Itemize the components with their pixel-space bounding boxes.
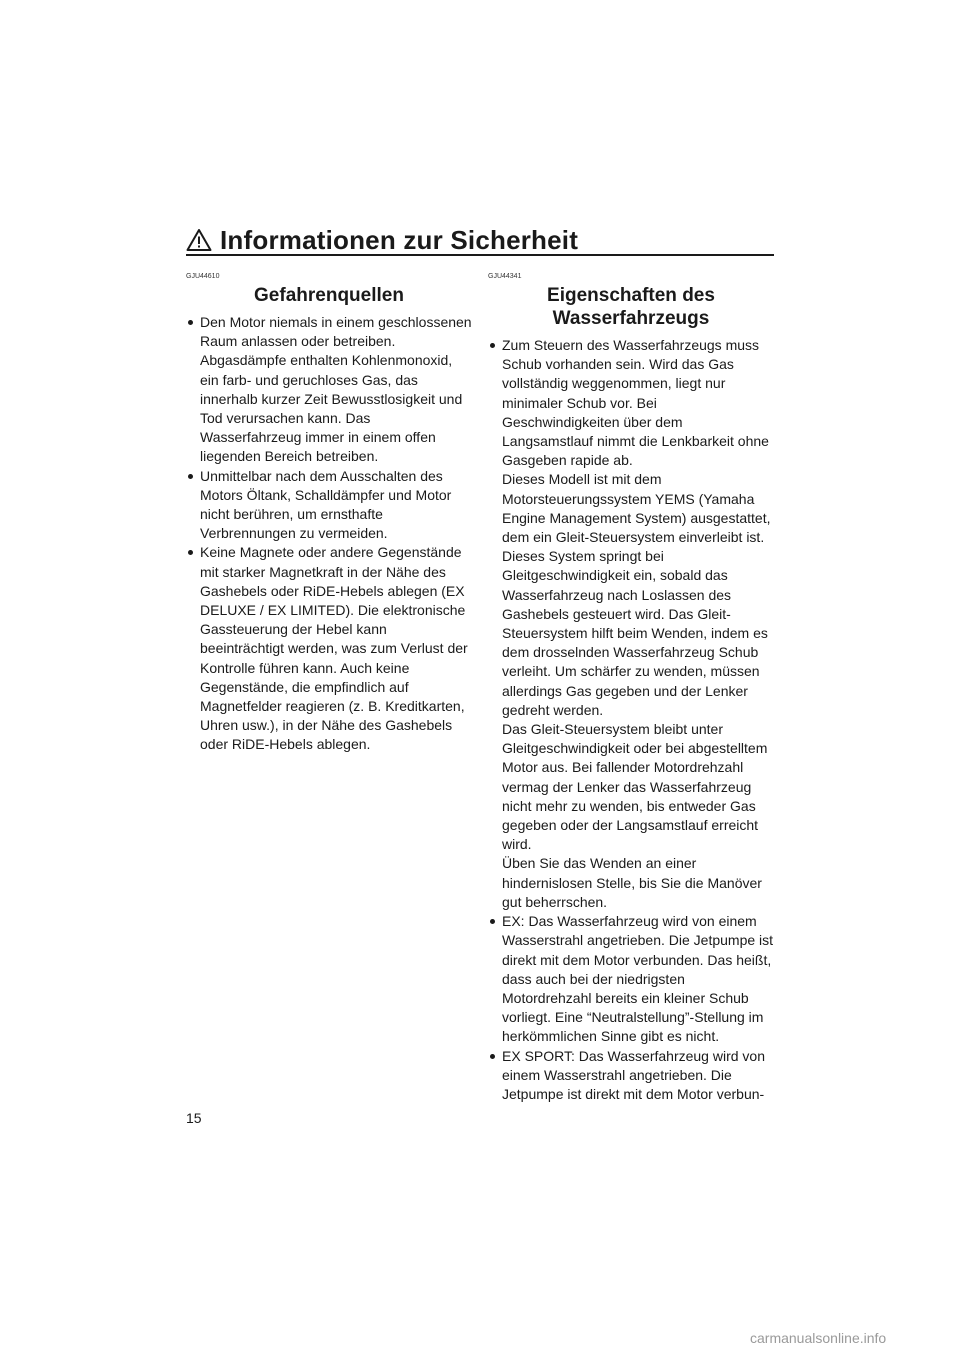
right-column (488, 272, 774, 1104)
paragraph: Dieses Modell ist mit dem Motorsteuerungssystem YEMS (Yamaha Engine Management System) ausgestattet, dem ein Gleit-Steuersystem einverleibt ist. Dieses System springt bei Gleitgeschwindigkeit ein, sobald das Wasserfahrzeug nach Loslassen des Gashebels gesteuert wird. Das Gleit-Steuersystem hilft beim Wenden, indem es dem drosselnden Wasserfahrzeug Schub verleiht. Um schärfer zu wenden, müssen allerdings Gas gegeben und der Lenker gedreht werden. (502, 471, 771, 718)
section-title: Gefahrenquellen (254, 285, 404, 306)
paragraph: Den Motor niemals in einem geschlossenen Raum anlassen oder betreiben. Abgasdämpfe enthalten Kohlenmonoxid, ein farb- und geruchloses Gas, das innerhalb kurzer Zeit Bewusstlosigkeit und Tod verursachen kann. Das Wasserfahrzeug immer in einem offen liegenden Bereich betreiben. (200, 314, 472, 465)
list-item (186, 313, 472, 467)
left-column (186, 272, 472, 755)
section-title (488, 284, 774, 330)
paragraph: Zum Steuern des Wasserfahrzeugs muss Schub vorhanden sein. Wird das Gas vollständig weggenommen, liegt nur minimaler Schub vor. Bei Geschwindigkeiten über dem Langsamstlauf nimmt die Lenkbarkeit ohne Gasgeben rapide ab. (502, 337, 769, 469)
header-rule (186, 254, 774, 256)
paragraph: Das Gleit-Steuersystem bleibt unter Gleitgeschwindigkeit oder bei abgestelltem Motor aus. Bei fallender Motordrehzahl vermag der Lenker das Wasserfahrzeug nicht mehr zu wenden, bis entweder Gas gegeben oder der Langsamstlauf erreicht wird. (502, 721, 768, 853)
list-item (488, 336, 774, 912)
warning-triangle-icon (186, 228, 212, 252)
watermark: carmanualsonline.info (750, 1330, 887, 1346)
paragraph: Üben Sie das Wenden an einer hindernislosen Stelle, bis Sie die Manöver gut beherrschen. (502, 855, 762, 910)
section-code: GJU44610 (186, 273, 220, 280)
section-title-line: Wasserfahrzeugs (552, 308, 710, 329)
paragraph: EX: Das Wasserfahrzeug wird von einem Wasserstrahl angetrieben. Die Jetpumpe ist direkt mit dem Motor verbunden. Das heißt, dass auch bei der niedrigsten Motordrehzahl bereits ein kleiner Schub vorliegt. Eine “Neutralstellung”-Stellung im herkömmlichen Sinne gibt es nicht. (502, 913, 774, 1045)
bullet-list (186, 313, 472, 755)
page-header-title: Informationen zur Sicherheit (220, 224, 579, 255)
paragraph: Unmittelbar nach dem Ausschalten des Motors Öltank, Schalldämpfer und Motor nicht berühren, um ernsthafte Verbrennungen zu vermeiden. (200, 467, 452, 542)
paragraph: EX SPORT: Das Wasserfahrzeug wird von einem Wasserstrahl angetrieben. Die Jetpumpe ist direkt mit dem Motor verbun- (502, 1047, 765, 1102)
page-header (186, 222, 774, 258)
paragraph: Keine Magnete oder andere Gegenstände mit starker Magnetkraft in der Nähe des Gashebels oder RiDE-Hebels ablegen (EX DELUXE / EX LIMITED). Die elektronische Gassteuerung der Hebel kann beeinträchtigt werden, was zum Verlust der Kontrolle führen kann. Auch keine Gegenstände, die empfindlich auf Magnetfelder reagieren (z. B. Kreditkarten, Uhren usw.), in der Nähe des Gashebels oder RiDE-Hebels ablegen. (200, 544, 468, 753)
list-item (488, 912, 774, 1046)
list-item (186, 467, 472, 544)
section-code: GJU44341 (488, 273, 522, 280)
page-number: 15 (186, 1110, 202, 1126)
list-item (186, 543, 472, 754)
list-item (488, 1047, 774, 1105)
bullet-list (488, 336, 774, 1104)
section-title-line: Eigenschaften des (547, 285, 715, 306)
